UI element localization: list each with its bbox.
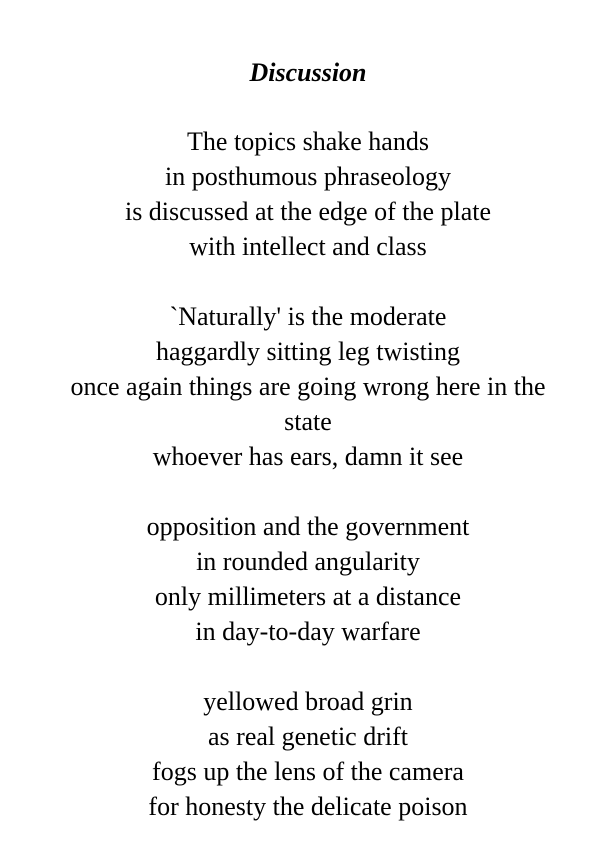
poem-line: The topics shake hands: [187, 127, 429, 156]
stanza-1: [0, 124, 616, 264]
poem-line: as real genetic drift: [208, 722, 408, 751]
poem-line: is discussed at the edge of the plate: [124, 197, 492, 226]
poem-line: opposition and the government: [146, 512, 470, 541]
poem-line: in posthumous phraseology: [165, 162, 451, 191]
poem-line: fogs up the lens of the camera: [152, 757, 464, 786]
poem-line: state: [284, 407, 332, 436]
poem-line: whoever has ears, damn it see: [152, 442, 464, 471]
stanza-4: [0, 684, 616, 824]
stanza-3: [0, 509, 616, 649]
poem-line: with intellect and class: [189, 232, 427, 261]
poem-line: `Naturally' is the moderate: [169, 302, 447, 331]
poem-line: only millimeters at a distance: [154, 582, 462, 611]
stanza-2: [0, 299, 616, 474]
poem-line: in day-to-day warfare: [195, 617, 421, 646]
poem-line: for honesty the delicate poison: [148, 792, 468, 821]
poem-title: Discussion: [249, 58, 367, 87]
poem-line: in rounded angularity: [196, 547, 420, 576]
poem-line: once again things are going wrong here in the: [70, 372, 546, 401]
poem-line: yellowed broad grin: [203, 687, 413, 716]
poem-line: haggardly sitting leg twisting: [155, 337, 461, 366]
